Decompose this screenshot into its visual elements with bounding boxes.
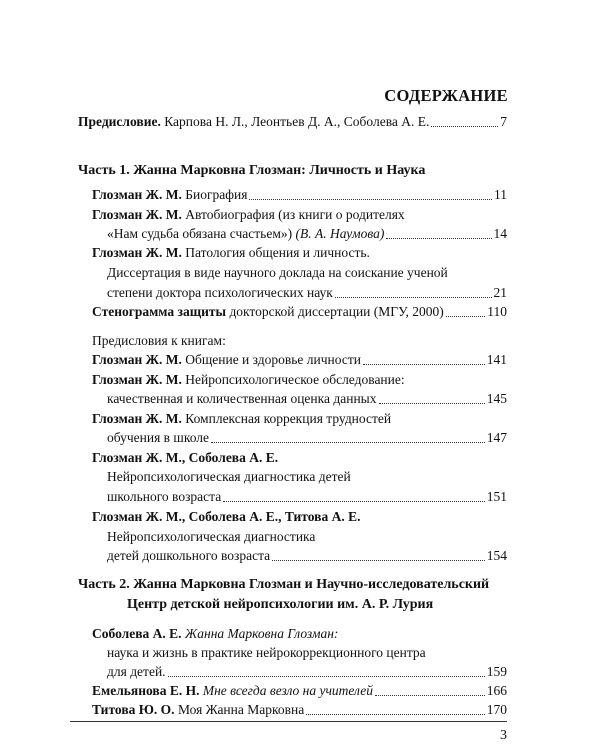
entry-title: Моя Жанна Марковна <box>177 702 305 717</box>
page-ref: 110 <box>487 304 507 319</box>
dot-leader <box>431 126 498 127</box>
entry-title-line2: Диссертация в виде научного доклада на соискание ученой <box>107 265 448 280</box>
dot-leader <box>335 297 492 298</box>
part2-heading-line1: Часть 2. Жанна Марковна Глозман и Научно-исследовательский <box>78 577 490 592</box>
page-number: 3 <box>500 728 507 743</box>
page-ref: 14 <box>493 226 507 241</box>
entry-author: Глозман Ж. М. <box>92 352 182 367</box>
toc-entry <box>92 185 507 205</box>
entry-author: Емельянова Е. Н. <box>92 683 200 698</box>
part2-heading-line2: Центр детской нейропсихологии им. А. Р. Лурия <box>127 597 434 612</box>
entry-title-line2: обучения в школе <box>107 430 209 445</box>
entry-title-line3: для детей. <box>107 664 166 679</box>
dot-leader <box>211 442 485 443</box>
entry-author: Титова Ю. О. <box>92 702 175 717</box>
entry-title-line3: школьного возраста <box>107 489 222 504</box>
page-ref: 159 <box>486 664 507 679</box>
entry-title: Комплексная коррекция трудностей <box>185 411 392 426</box>
dot-leader <box>446 316 486 317</box>
dot-leader <box>386 238 491 239</box>
toc-entry <box>92 302 507 322</box>
entry-title-line2: Нейропсихологическая диагностика <box>107 529 316 544</box>
entry-title-line2: наука и жизнь в практике нейрокоррекционного центра <box>107 645 426 660</box>
entry-author: Глозман Ж. М. <box>92 187 182 202</box>
entry-editor: (В. А. Наумова) <box>295 226 385 241</box>
entry-title-line2: Нейропсихологическая диагностика детей <box>107 469 351 484</box>
toc-entry <box>92 448 278 468</box>
page-ref: 154 <box>486 548 507 563</box>
toc-entry-continuation <box>107 428 507 448</box>
entry-author: Соболева А. Е. <box>92 626 182 641</box>
page-ref: 141 <box>486 352 507 367</box>
page-ref: 151 <box>486 489 507 504</box>
forewords-label: Предисловия к книгам: <box>92 333 226 348</box>
entry-author: Стенограмма защиты <box>92 304 227 319</box>
toc-entry <box>92 409 391 429</box>
dot-leader <box>223 501 485 502</box>
dot-leader <box>272 560 485 561</box>
preface-authors: Карпова Н. Л., Леонтьев Д. А., Соболева А. Е. <box>164 114 430 129</box>
entry-title-line3: детей дошкольного возраста <box>107 548 271 563</box>
entry-title: Общение и здоровье личности <box>185 352 361 367</box>
dot-leader <box>168 676 485 677</box>
entry-author: Глозман Ж. М. <box>92 207 182 222</box>
entry-title: Патология общения и личность. <box>185 245 370 260</box>
footer-rule <box>70 721 507 722</box>
part1-heading: Часть 1. Жанна Марковна Глозман: Личность и Наука <box>78 163 426 178</box>
preface-label: Предисловие. <box>78 114 161 129</box>
entry-title: Жанна Марковна Глозман: <box>184 626 339 641</box>
toc-entry-continuation <box>107 662 507 682</box>
entry-author: Глозман Ж. М., Соболева А. Е., Титова А. Е. <box>92 509 361 524</box>
entry-title: Автобиография (из книги о родителях <box>185 207 405 222</box>
page-ref: 147 <box>486 430 507 445</box>
toc-entry <box>92 350 507 370</box>
page-ref: 166 <box>486 683 507 698</box>
entry-author: Глозман Ж. М. <box>92 411 182 426</box>
toc-entry <box>92 700 507 720</box>
dot-leader <box>379 403 485 404</box>
toc-entry <box>92 681 507 701</box>
page-ref: 145 <box>486 391 507 406</box>
entry-title: Биография <box>185 187 248 202</box>
toc-entry-continuation <box>107 224 507 244</box>
toc-entry <box>92 507 360 527</box>
dot-leader <box>306 714 485 715</box>
entry-title-line3: степени доктора психологических наук <box>107 285 333 300</box>
entry-title-line2: качественная и количественная оценка данных <box>107 391 377 406</box>
page-ref: 21 <box>493 285 507 300</box>
page-title: СОДЕРЖАНИЕ <box>384 86 508 105</box>
entry-author: Глозман Ж. М., Соболева А. Е. <box>92 450 279 465</box>
toc-entry-continuation <box>107 389 507 409</box>
page-ref: 11 <box>494 187 507 202</box>
entry-title: Мне всегда везло на учителей <box>202 683 374 698</box>
toc-entry <box>92 624 338 644</box>
dot-leader <box>249 199 492 200</box>
entry-title-line2: «Нам судьба обязана счастьем») <box>107 226 293 241</box>
toc-entry <box>92 243 370 263</box>
toc-entry-preface <box>78 112 507 132</box>
dot-leader <box>375 695 485 696</box>
toc-entry-continuation <box>107 487 507 507</box>
toc-entry-continuation <box>107 283 507 303</box>
toc-entry <box>92 370 405 390</box>
page-ref: 170 <box>486 702 507 717</box>
entry-author: Глозман Ж. М. <box>92 245 182 260</box>
toc-entry-continuation <box>107 546 507 566</box>
entry-title: докторской диссертации (МГУ, 2000) <box>229 304 444 319</box>
page-ref: 7 <box>500 114 507 129</box>
dot-leader <box>363 364 485 365</box>
toc-entry <box>92 205 405 225</box>
entry-author: Глозман Ж. М. <box>92 372 182 387</box>
entry-title: Нейропсихологическое обследование: <box>185 372 405 387</box>
